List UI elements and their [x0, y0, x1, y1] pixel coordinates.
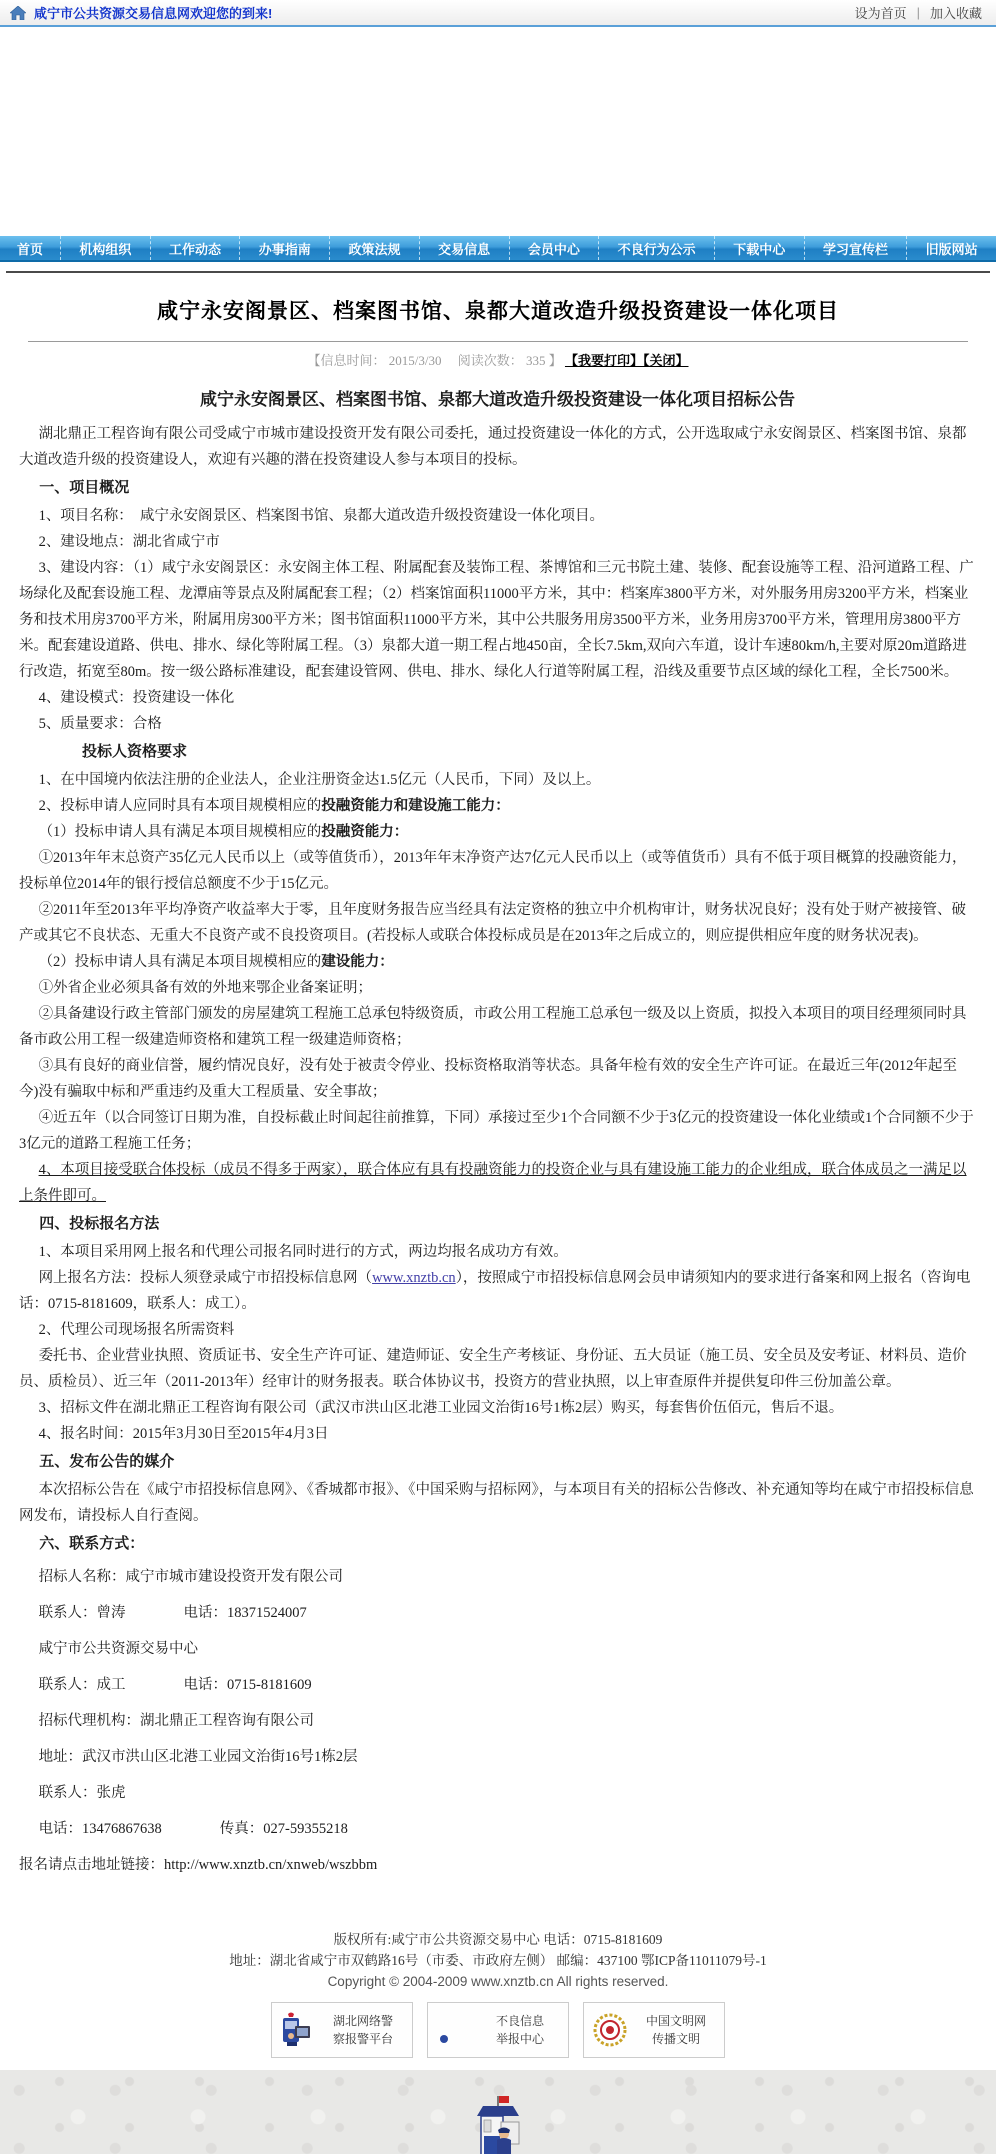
main-nav	[0, 236, 996, 262]
home-icon	[10, 6, 26, 20]
topbar-divider: |	[916, 5, 920, 20]
nav-item-policy[interactable]: 政策法规	[329, 236, 419, 260]
content-area	[6, 271, 990, 1883]
topbar	[0, 0, 996, 27]
report-center-icon	[436, 2012, 472, 2048]
signup-link-line: 报名请点击地址链接：http://www.xnztb.cn/xnweb/wszbbm	[19, 1857, 378, 1873]
badge-china-civilization[interactable]: 中国文明网 传播文明	[583, 2002, 725, 2058]
paragraph: ①2013年年末总资产35亿元人民币以上（或等值货币），2013年年末净资产达7亿元人民币以上（或等值货币）具有不低于项目概算的投融资能力，投标单位2014年的银行授信总额度不少于15亿元。	[19, 850, 967, 892]
print-button[interactable]: 【我要打印】	[564, 353, 643, 368]
nav-item-home[interactable]: 首页	[16, 241, 43, 257]
paragraph: 本次招标公告在《咸宁市招投标信息网》、《香城都市报》、《中国采购与招标网》，与本项目有关的招标公告修改、补充通知等均在咸宁市招投标信息网发布，请投标人自行查阅。	[19, 1482, 974, 1524]
police-kiosk-icon[interactable]	[471, 2096, 525, 2154]
nav-item-bad-behavior[interactable]: 不良行为公示	[598, 236, 714, 260]
paragraph: ④近五年（以合同签订日期为准，自投标截止时间起往前推算，下同）承接过至少1个合同额不少于3亿元的投资建设一体化业绩或1个合同额不少于3亿元的道路工程施工任务；	[19, 1110, 974, 1152]
footer-copyright: Copyright © 2004-2009 www.xnztb.cn All rights reserved.	[327, 1974, 669, 1989]
section-heading-qualification: 投标人资格要求	[82, 743, 188, 760]
banner-placeholder	[0, 27, 996, 236]
footer	[0, 1929, 996, 2058]
add-favorite-link[interactable]: 加入收藏	[929, 6, 982, 21]
close-button[interactable]: 【关闭】	[642, 353, 689, 368]
paragraph: （1）投标申请人具有满足本项目规模相应的投融资能力：	[38, 824, 409, 840]
section-heading-4: 四、投标报名方法	[39, 1215, 160, 1232]
paragraph: 2、代理公司现场报名所需资料	[38, 1322, 235, 1338]
nav-item-guide[interactable]: 办事指南	[239, 236, 329, 260]
footer-address: 地址：湖北省咸宁市双鹤路16号（市委、市政府左侧） 邮编：437100 鄂ICP备11011079号-1	[229, 1953, 767, 1968]
paragraph: 2、建设地点：湖北省咸宁市	[38, 534, 220, 550]
paragraph: 3、招标文件在湖北鼎正工程咨询有限公司（武汉市洪山区北港工业园文治街16号1栋2层）购买，每套售价伍佰元，售后不退。	[38, 1400, 844, 1416]
paragraph: 5、质量要求：合格	[38, 716, 162, 732]
civilization-icon	[592, 2012, 628, 2048]
xnztb-link[interactable]: www.xnztb.cn	[372, 1270, 456, 1286]
info-meta: 【信息时间： 2015/3/30 阅读次数： 335 】	[307, 353, 562, 368]
paragraph: （2）投标申请人具有满足本项目规模相应的建设能力：	[38, 954, 394, 970]
contact-line: 招标人名称：咸宁市城市建设投资开发有限公司	[38, 1569, 344, 1585]
contact-line: 联系人：张虎	[38, 1785, 126, 1801]
section-heading-1: 一、项目概况	[39, 479, 130, 496]
paragraph: 委托书、企业营业执照、资质证书、安全生产许可证、建造师证、安全生产考核证、身份证、五大员证（施工员、安全员及安考证、材料员、造价员、质检员）、近三年（2011-2013年）经审计的财务报表。联合体协议书，投资方的营业执照，以上审查原件并提供复印件三份加盖公章。	[19, 1348, 967, 1390]
nav-item-work-news[interactable]: 工作动态	[150, 236, 240, 260]
paragraph: ②具备建设行政主管部门颁发的房屋建筑工程施工总承包特级资质，市政公用工程施工总承包一级及以上资质，拟投入本项目的项目经理须同时具备市政公用工程一级建造师资格和建筑工程一级建造师资格；	[19, 1006, 967, 1048]
paragraph: 湖北鼎正工程咨询有限公司受咸宁市城市建设投资开发有限公司委托，通过投资建设一体化的方式，公开选取咸宁永安阁景区、档案图书馆、泉都大道改造升级的投资建设人，欢迎有兴趣的潜在投资建设人参与本项目的投标。	[19, 426, 967, 468]
welcome-text: 咸宁市公共资源交易信息网欢迎您的到来!	[34, 6, 273, 21]
bottom-strip	[0, 2070, 996, 2154]
badge-hubei-cyber-police[interactable]: 湖北网络警 察报警平台	[271, 2002, 413, 2058]
police-badge-icon	[280, 2012, 314, 2048]
paragraph-underlined: 4、本项目接受联合体投标（成员不得多于两家），联合体应有具有投融资能力的投资企业与具有建设施工能力的企业组成，联合体成员之一满足以上条件即可。	[19, 1162, 967, 1204]
nav-item-member-center[interactable]: 会员中心	[509, 236, 599, 260]
nav-item-download[interactable]: 下载中心	[714, 236, 804, 260]
paragraph: 网上报名方法：投标人须登录咸宁市招投标信息网（www.xnztb.cn），按照咸宁市招投标信息网会员申请须知内的要求进行备案和网上报名（咨询电话：0715-8181609，联系人：成工）。	[19, 1270, 971, 1312]
paragraph: 1、在中国境内依法注册的企业法人，企业注册资金达1.5亿元（人民币，下同）及以上。	[38, 772, 601, 788]
paragraph: 4、建设模式：投资建设一体化	[38, 690, 235, 706]
contact-line: 联系人：曾涛 电话：18371524007	[38, 1605, 307, 1621]
nav-item-study[interactable]: 学习宣传栏	[804, 236, 907, 260]
contact-line: 联系人：成工 电话：0715-8181609	[38, 1677, 312, 1693]
paragraph: 2、投标申请人应同时具有本项目规模相应的投融资能力和建设施工能力：	[38, 798, 510, 814]
paragraph: 4、报名时间：2015年3月30日至2015年4月3日	[38, 1426, 329, 1442]
nav-item-old-site[interactable]: 旧版网站	[906, 236, 996, 260]
footer-badges	[0, 2002, 996, 2058]
contact-line: 地址：武汉市洪山区北港工业园文治街16号1栋2层	[38, 1749, 358, 1765]
contact-line: 咸宁市公共资源交易中心	[38, 1641, 199, 1657]
section-heading-6: 六、联系方式：	[39, 1535, 145, 1552]
paragraph: ①外省企业必须具备有效的外地来鄂企业备案证明；	[38, 980, 373, 996]
section-heading-5: 五、发布公告的媒介	[39, 1453, 175, 1470]
badge-report-center[interactable]: 不良信息 举报中心	[427, 2002, 569, 2058]
paragraph: 1、本项目采用网上报名和代理公司报名同时进行的方式，两边均报名成功方有效。	[38, 1244, 568, 1260]
announcement-heading: 咸宁永安阁景区、档案图书馆、泉都大道改造升级投资建设一体化项目招标公告	[200, 390, 795, 409]
page-title: 咸宁永安阁景区、档案图书馆、泉都大道改造升级投资建设一体化项目	[157, 300, 839, 323]
announcement-body	[6, 379, 990, 1883]
paragraph: 3、建设内容：（1）咸宁永安阁景区：永安阁主体工程、附属配套及装饰工程、茶博馆和三元书院土建、装修、配套设施等工程、沿河道路工程、广场绿化及配套设施工程、龙潭庙等景点及附属配套工程；（2）档案馆面积11000平方米，其中：档案库3800平方米，对外服务用房3200平方米，档案业务和技术用房3700平方米，附属用房300平方米；图书馆面积11000平方米，其中公共服务用房3500平方米，业务用房3700平方米，管理用房3800平方米。配套建设道路、供电、排水、绿化等附属工程。（3）泉都大道一期工程占地450亩，全长7.5km,双向六车道，设计车速80km/h,主要对原20m道路进行改造，拓宽至80m。按一级公路标准建设，配套建设管网、供电、排水、绿化人行道等附属工程，沿线及重要节点区域的绿化工程，全长7500米。	[19, 560, 974, 680]
nav-item-organization[interactable]: 机构组织	[60, 236, 150, 260]
contact-line: 招标代理机构：湖北鼎正工程咨询有限公司	[38, 1713, 315, 1729]
contact-line: 电话：13476867638 传真：027-59355218	[38, 1821, 348, 1837]
nav-item-trade-info[interactable]: 交易信息	[419, 236, 509, 260]
paragraph: ②2011年至2013年平均净资产收益率大于零，且年度财务报告应当经具有法定资格的独立中介机构审计，财务状况良好；没有处于财产被接管、破产或其它不良状态、无重大不良资产或不良投资项目。(若投标人或联合体投标成员是在2013年之后成立的，则应提供相应年度的财务状况表)。	[19, 902, 967, 944]
info-bar	[6, 342, 990, 379]
set-homepage-link[interactable]: 设为首页	[854, 6, 907, 21]
paragraph: 1、项目名称： 咸宁永安阁景区、档案图书馆、泉都大道改造升级投资建设一体化项目。	[38, 508, 605, 524]
topbar-welcome	[10, 3, 272, 22]
paragraph: ③具有良好的商业信誉，履约情况良好，没有处于被责令停业、投标资格取消等状态。具备年检有效的安全生产许可证。在最近三年(2012年起至今)没有骗取中标和严重违约及重大工程质量、安全事故；	[19, 1058, 957, 1100]
footer-copyright-owner: 版权所有:咸宁市公共资源交易中心 电话：0715-8181609	[333, 1932, 663, 1947]
